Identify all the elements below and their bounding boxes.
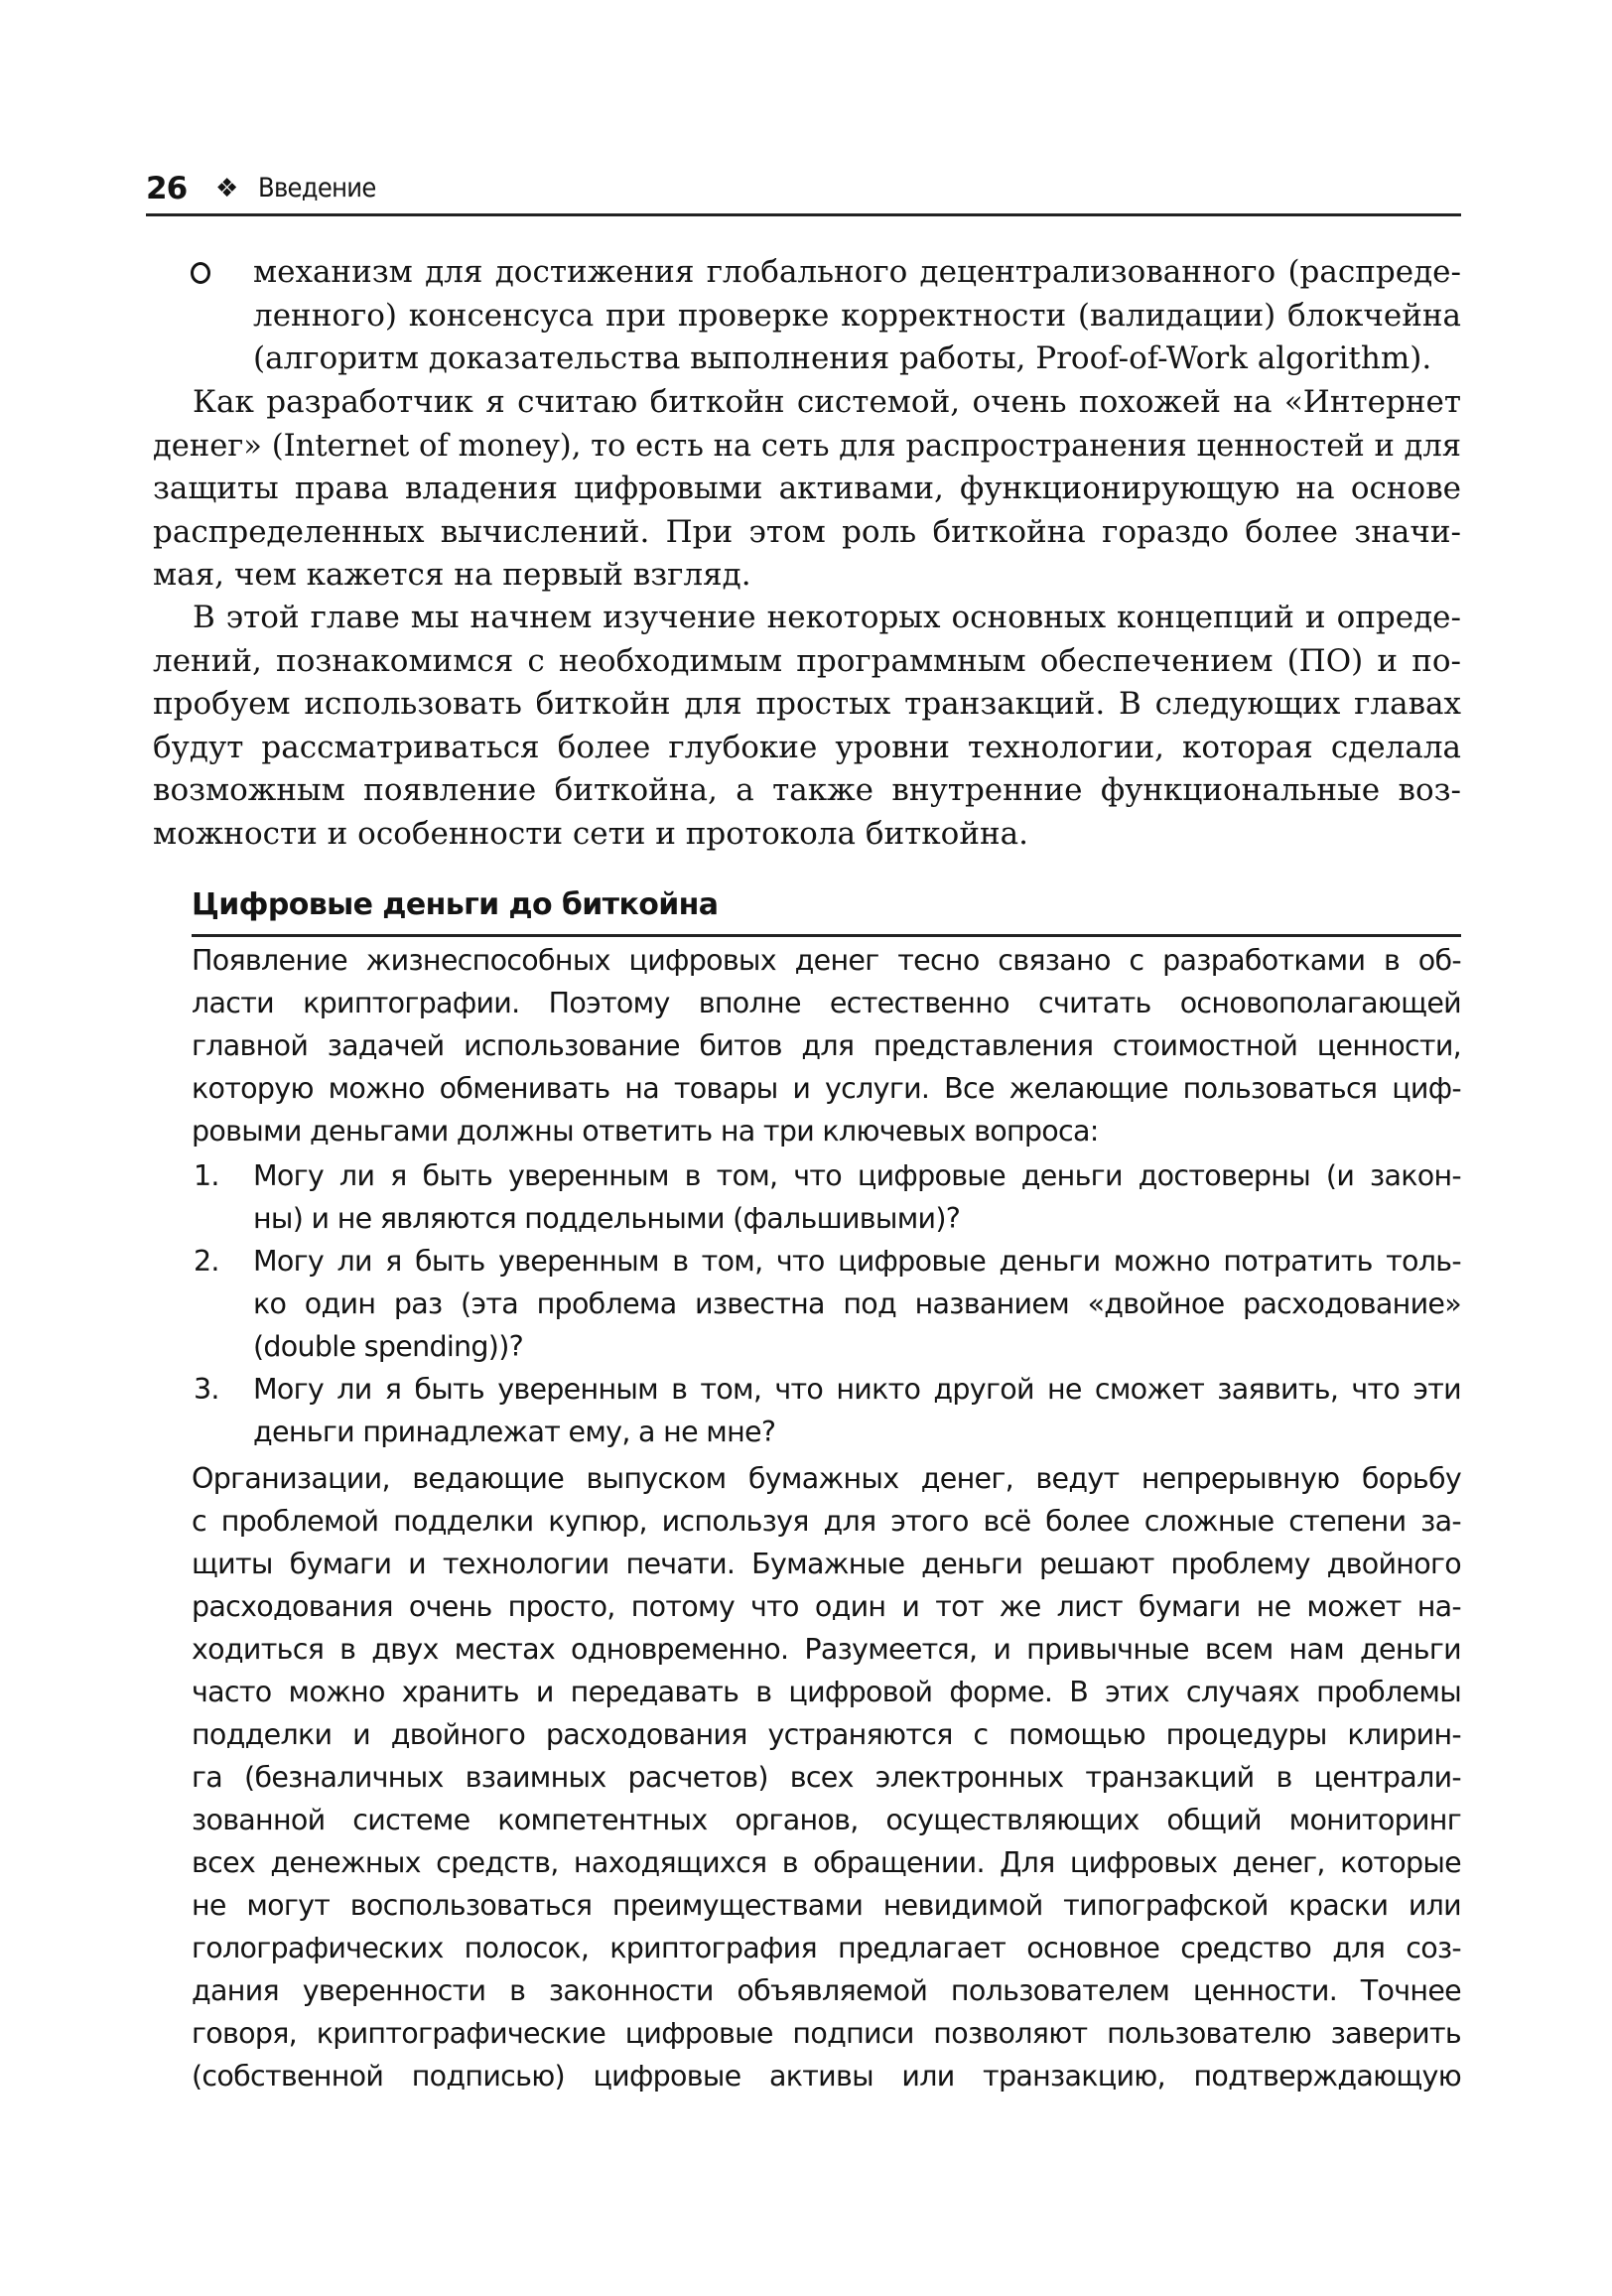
text-line: будут рассматриваться более глубокие уровни технологии, которая сделала [153, 729, 1461, 765]
text-line: ровыми деньгами должны ответить на три ключевых вопроса: [192, 1115, 1099, 1148]
text-line: Организации, ведающие выпуском бумажных денег, ведут непрерывную борьбу [192, 1462, 1461, 1495]
questions-list [192, 1154, 1461, 1453]
section-intro [192, 939, 1461, 1152]
text-line: которую можно обменивать на товары и услуги. Все желающие пользоваться циф- [192, 1072, 1461, 1105]
text-line: мая, чем кажется на первый взгляд. [153, 557, 751, 593]
text-line: га (безналичных взаимных расчетов) всех электронных транзакций в централи- [192, 1761, 1461, 1794]
text-line: можности и особенности сети и протокола биткойна. [153, 815, 1028, 852]
list-item [192, 1240, 1461, 1368]
diamond-ornament-icon: ❖ [215, 174, 239, 203]
text-line: ко один раз (эта проблема известна под названием «двойное расходование» [253, 1287, 1461, 1320]
list-number: 2. [194, 1245, 219, 1278]
text-line: ходиться в двух местах одновременно. Разумеется, и привычные всем нам деньги [192, 1633, 1461, 1666]
section-rule [192, 934, 1461, 937]
text-line: с проблемой подделки купюр, используя для этого всё более сложные степени за- [192, 1505, 1461, 1538]
text-line: Могу ли я быть уверенным в том, что цифровые деньги можно потратить толь- [253, 1245, 1461, 1278]
paragraph-chapter-overview [153, 597, 1461, 856]
text-line: говоря, криптографические цифровые подписи позволяют пользователю заверить [192, 2017, 1461, 2050]
text-line: (собственной подписью) цифровые активы или транзакцию, подтверждающую [192, 2060, 1461, 2093]
list-item [192, 1368, 1461, 1453]
page-number: 26 [146, 171, 188, 206]
chapter-title: Введение [258, 173, 376, 203]
text-line: (double spending))? [253, 1330, 524, 1363]
text-line: голографических полосок, криптография предлагает основное средство для соз- [192, 1932, 1461, 1964]
text-line: Могу ли я быть уверенным в том, что никто другой не сможет заявить, что эти [253, 1373, 1461, 1406]
text-line: щиты бумаги и технологии печати. Бумажные деньги решают проблему двойного [192, 1548, 1461, 1580]
text-line: главной задачей использование битов для представления стоимостной ценности, [192, 1029, 1461, 1062]
text-line: деньги принадлежат ему, а не мне? [253, 1416, 776, 1448]
text-line: ласти криптографии. Поэтому вполне естественно считать основополагающей [192, 987, 1461, 1019]
text-line: (алгоритм доказательства выполнения работы, Proof-of-Work algorithm). [253, 340, 1432, 376]
text-line: защиты права владения цифровыми активами, функционирующую на основе [153, 471, 1461, 506]
list-number: 3. [194, 1373, 219, 1406]
list-number: 1. [194, 1159, 219, 1192]
text-line: расходования очень просто, потому что один и тот же лист бумаги не может на- [192, 1590, 1461, 1623]
text-line: механизм для достижения глобального децентрализованного (распреде- [253, 254, 1461, 290]
text-line: Появление жизнеспособных цифровых денег тесно связано с разработками в об- [192, 944, 1461, 977]
text-line: возможным появление биткойна, а также внутренние функциональные воз- [153, 772, 1461, 808]
text-line: не могут воспользоваться преимуществами невидимой типографской краски или [192, 1889, 1461, 1922]
text-line: ленного) консенсуса при проверке корректности (валидации) блокчейна [253, 297, 1461, 334]
text-line: подделки и двойного расходования устраняются с помощью процедуры клирин- [192, 1718, 1461, 1751]
paragraph-paper-money [192, 1457, 1461, 2097]
text-line: часто можно хранить и передавать в цифровой форме. В этих случаях проблемы [192, 1676, 1461, 1708]
text-line: пробуем использовать биткойн для простых транзакций. В следующих главах [153, 686, 1461, 722]
text-line: всех денежных средств, находящихся в обращении. Для цифровых денег, которые [192, 1846, 1461, 1879]
header-rule [146, 213, 1461, 216]
list-item [192, 1154, 1461, 1240]
text-line: В этой главе мы начнем изучение некоторых основных концепций и опреде- [193, 600, 1461, 635]
text-line: Как разработчик я считаю биткойн системой, очень похожей на «Интернет [193, 384, 1461, 420]
text-line: зованной системе компетентных органов, осуществляющих общий мониторинг [192, 1804, 1461, 1836]
text-line: лений, познакомимся с необходимым программным обеспечением (ПО) и по- [153, 642, 1461, 679]
paragraph-internet-of-money [153, 381, 1461, 598]
text-line: денег» (Internet of money), то есть на сеть для распространения ценностей и для [153, 427, 1461, 464]
section-heading: Цифровые деньги до биткойна [192, 887, 719, 922]
text-line: дания уверенности в законности объявляемой пользователем ценности. Точнее [192, 1974, 1461, 2007]
text-line: ны) и не являются поддельными (фальшивыми)? [253, 1202, 961, 1235]
text-line: распределенных вычислений. При этом роль биткойна гораздо более значи- [153, 513, 1461, 550]
text-line: Могу ли я быть уверенным в том, что цифровые деньги достоверны (и закон- [253, 1159, 1461, 1192]
running-head [146, 167, 1461, 214]
circle-bullet-icon [191, 262, 210, 284]
